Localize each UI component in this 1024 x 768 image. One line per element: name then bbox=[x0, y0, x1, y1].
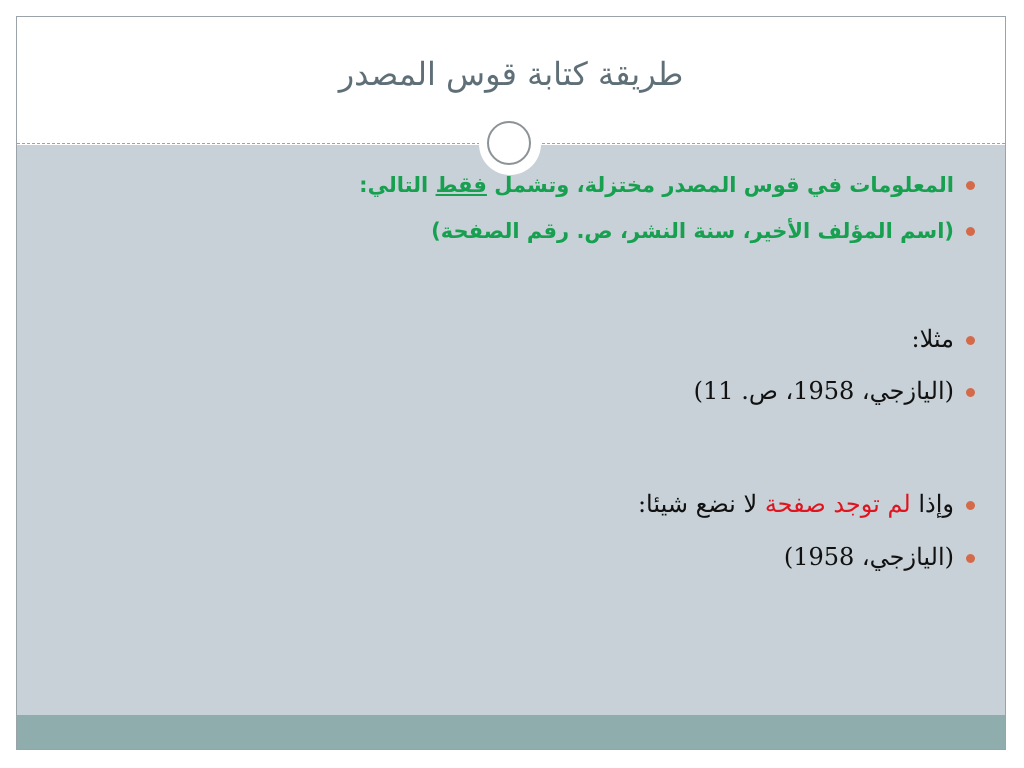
slide bbox=[16, 16, 1006, 750]
bullet-text-6: (اليازجي، 1958) bbox=[783, 543, 954, 571]
bullet-text-1c: التالي: bbox=[359, 173, 436, 197]
bullet-dot-icon bbox=[966, 501, 975, 510]
bullet-text-5a: وإذا bbox=[910, 490, 954, 518]
bullet-item-5 bbox=[57, 487, 975, 521]
bullet-item-1 bbox=[57, 167, 975, 202]
bullet-dot-icon bbox=[966, 336, 975, 345]
bullet-item-2 bbox=[57, 213, 975, 248]
bullet-dot-icon bbox=[966, 388, 975, 397]
bullet-text-3: مثلا: bbox=[911, 325, 954, 353]
bullet-text-5b: لم توجد صفحة bbox=[764, 490, 911, 518]
bullet-text-1b: فقط bbox=[435, 173, 487, 197]
divider-circle-icon bbox=[487, 121, 531, 165]
bullet-item-3 bbox=[57, 322, 975, 356]
bullet-text-4: (اليازجي، 1958، ص. 11) bbox=[693, 377, 954, 405]
bullet-dot-icon bbox=[966, 227, 975, 236]
bullet-item-6 bbox=[57, 540, 975, 574]
bullet-text-1a: المعلومات في قوس المصدر مختزلة، وتشمل bbox=[486, 173, 954, 197]
footer-bar bbox=[17, 715, 1005, 749]
bullet-dot-icon bbox=[966, 554, 975, 563]
slide-title: طريقة كتابة قوس المصدر bbox=[338, 55, 684, 93]
bullet-text-5c: لا نضع شيئا: bbox=[637, 490, 765, 518]
bullet-dot-icon bbox=[966, 181, 975, 190]
bullet-text-2: (اسم المؤلف الأخير، سنة النشر، ص. رقم الصفحة) bbox=[431, 219, 954, 243]
bullet-item-4 bbox=[57, 374, 975, 408]
